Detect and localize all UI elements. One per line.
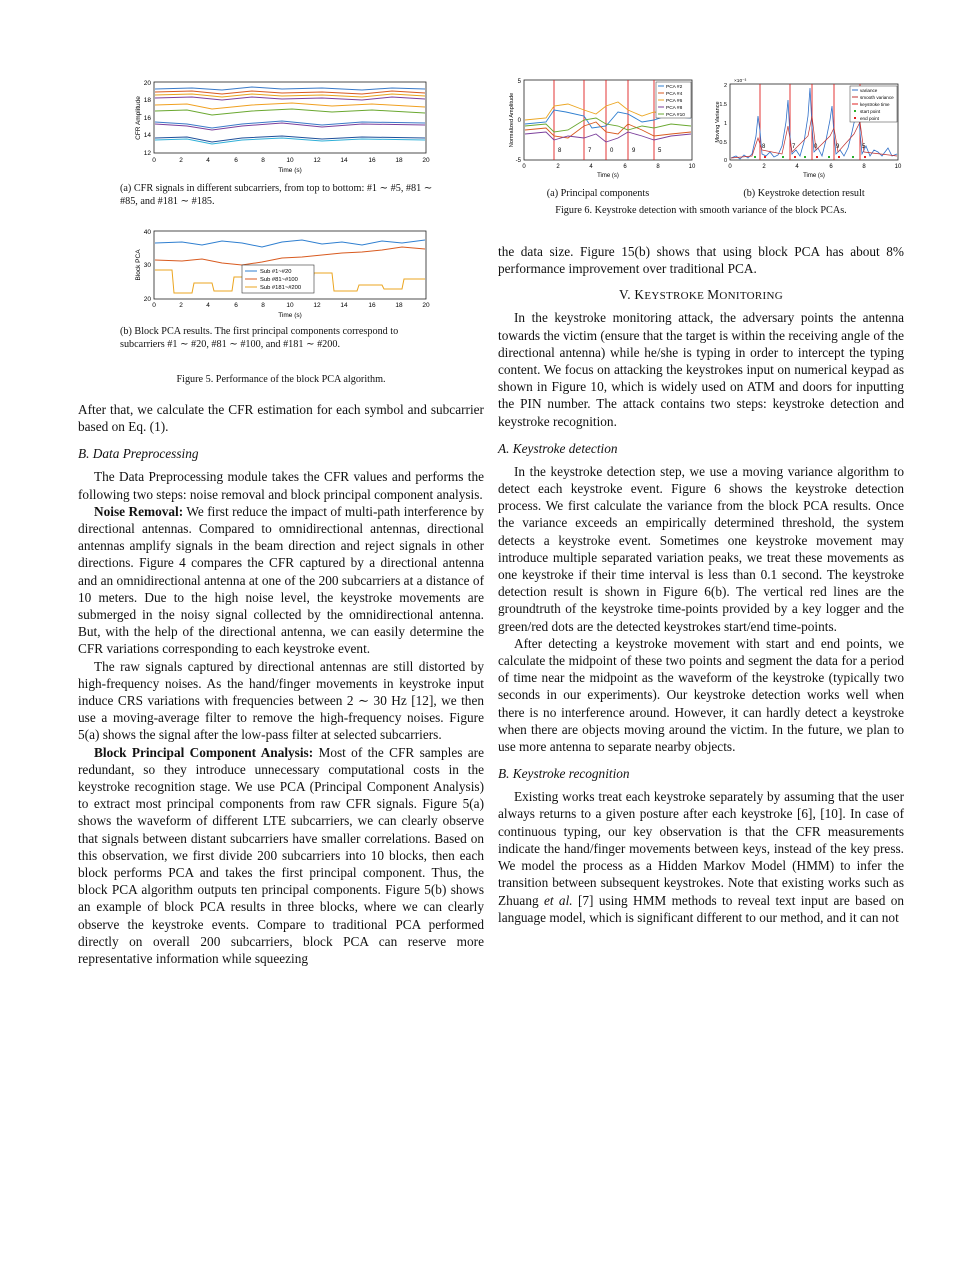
figure-5a-caption: (a) CFR signals in different subcarriers, from top to bottom: #1 ∼ #5, #81 ∼ #85, and #181 ∼ #185. <box>120 183 433 207</box>
y-axis-label: Block PCA <box>135 249 142 281</box>
digit-label: 8 <box>762 144 766 150</box>
figure-6b-plot <box>712 76 902 182</box>
figure-5b-legend <box>242 265 314 293</box>
figure-6a-caption: (a) Principal components <box>546 188 650 199</box>
x-tick: 10 <box>894 164 902 170</box>
figure-5b-caption: (b) Block PCA results. The first principal components correspond to subcarriers #1 ∼ #20, #81 ∼ #100, and #181 ∼ #200. <box>120 326 399 350</box>
x-tick: 0 <box>152 302 156 309</box>
y-tick: 0 <box>723 158 727 164</box>
paragraph-title: Noise Removal: <box>94 503 184 519</box>
y-tick: 20 <box>143 296 151 303</box>
y-tick: 1 <box>723 121 727 127</box>
y-tick: 20 <box>143 80 151 87</box>
x-axis-label: Time (s) <box>278 312 302 319</box>
figure-6b-legend <box>850 86 897 122</box>
y-tick: 1.5 <box>719 102 727 108</box>
y-tick: 40 <box>143 229 151 236</box>
x-tick: 8 <box>261 157 265 164</box>
x-tick: 4 <box>206 302 210 309</box>
y-axis-label: Normalized Amplitude <box>509 92 515 148</box>
legend-entry: Sub #81~#100 <box>260 277 298 283</box>
x-tick: 6 <box>234 302 238 309</box>
figure-5a-plot <box>132 78 432 178</box>
paragraph-title: Block Principal Component Analysis: <box>94 744 314 760</box>
y-tick: 14 <box>143 132 151 139</box>
paragraph: In the keystroke detection step, we use a moving variance algorithm to detect each keystroke event. Figure 6 shows the keystroke detection process. We first calculate the variance from the block PCA results. Once the variance exceeds an empirically determined threshold, the system detects a keystroke event. Sometimes one keystroke movement may introduce multiple separated variation peaks, we treat these movements as one keystroke if their time interval is less than 0.1 second. The keystroke detection result is shown in Figure 6(b). The vertical red lines are the groundtruth of the keystroke time-points provided by a key logger and the green/red dots are the detected keystrokes start/end time-points. <box>498 463 904 634</box>
x-tick: 8 <box>656 164 660 170</box>
x-tick: 4 <box>795 164 799 170</box>
x-axis-label: Time (s) <box>278 167 302 174</box>
paragraph <box>78 503 484 658</box>
figure-6a-legend <box>656 82 691 118</box>
x-tick: 20 <box>422 302 430 309</box>
x-axis-label: Time (s) <box>803 173 825 179</box>
paragraph: After that, we calculate the CFR estimation for each symbol and subcarrier based on Eq. (1). <box>78 402 484 435</box>
right-body <box>498 243 904 926</box>
x-tick: 6 <box>234 157 238 164</box>
x-tick: 2 <box>556 164 560 170</box>
x-tick: 18 <box>395 157 403 164</box>
subsection-heading: B. Data Preprocessing <box>78 446 199 462</box>
digit-label: 8 <box>558 148 562 154</box>
x-tick: 0 <box>728 164 732 170</box>
legend-entry: PCA #6 <box>666 99 683 104</box>
y-tick: 5 <box>517 79 521 85</box>
y-axis-label: CFR Amplitude <box>135 96 142 140</box>
axis-exponent: ×10⁻³ <box>734 79 747 84</box>
legend-entry: start point <box>860 109 881 114</box>
digit-label: 5 <box>658 148 662 154</box>
paragraph: The Data Preprocessing module takes the CFR values and performs the following two steps: noise removal and block principal component analysis. <box>78 469 484 502</box>
figure-6-caption: Figure 6. Keystroke detection with smooth variance of the block PCAs. <box>555 205 847 216</box>
legend-entry: PCA #4 <box>666 92 683 97</box>
legend-entry: variance <box>860 88 878 93</box>
y-tick: 12 <box>143 150 151 157</box>
x-tick: 14 <box>340 302 348 309</box>
x-tick: 2 <box>179 157 183 164</box>
x-tick: 0 <box>152 157 156 164</box>
digit-label: 5 <box>862 144 866 150</box>
x-tick: 10 <box>286 157 294 164</box>
subsection-heading: B. Keystroke recognition <box>498 766 630 782</box>
figure-6b-caption: (b) Keystroke detection result <box>743 188 865 199</box>
x-tick: 18 <box>395 302 403 309</box>
x-tick: 20 <box>422 157 430 164</box>
x-tick: 16 <box>368 157 376 164</box>
legend-entry: end point <box>860 116 879 121</box>
legend-entry: keystroke time <box>860 102 890 107</box>
x-tick: 6 <box>829 164 833 170</box>
paragraph: Existing works treat each keystroke separately by assuming that the user always returns to a given posture after each keystroke [6], [10]. In case of continuous typing, our key observation is that the CFR measurements indicate the hand/finger movements between keys, instead of the key press. We model the process as a Hidden Markov Model (HMM) to infer the transition between subsequent keystrokes. Note that existing works such as Zhuang et al. [7] using HMM methods to reveal text input are based on language model, which is significant different to our method, and it can not <box>498 789 905 925</box>
x-tick: 12 <box>313 157 321 164</box>
x-tick: 6 <box>623 164 627 170</box>
x-tick: 16 <box>368 302 376 309</box>
legend-entry: smooth variance <box>860 95 894 100</box>
x-tick: 0 <box>522 164 526 170</box>
digit-label: 0 <box>814 144 818 150</box>
paragraph: The raw signals captured by directional antennas are still distorted by high-frequency noises. As the hand/finger movements in keystroke input induce CRS variations with frequencies between 2 ∼ 30 Hz [12], we then use a moving-average filter to remove the high-frequency noises. Figure 5(a) shows the signal after the low-pass filter at selected subcarriers. <box>78 658 484 743</box>
x-axis-label: Time (s) <box>597 173 619 179</box>
y-tick: 30 <box>143 262 151 269</box>
legend-entry: PCA #8 <box>666 106 683 111</box>
y-tick: 0.5 <box>719 140 727 146</box>
paragraph: the data size. Figure 15(b) shows that using block PCA has about 8% performance improvement over traditional PCA. <box>498 244 904 277</box>
legend-entry: PCA #2 <box>666 85 683 90</box>
digit-label: 7 <box>588 148 592 154</box>
paragraph <box>78 744 484 968</box>
figure-5-caption: Figure 5. Performance of the block PCA algorithm. <box>176 374 386 385</box>
left-body <box>78 401 484 967</box>
section-heading: V. KEYSTROKE MONITORING <box>619 287 783 303</box>
digit-label: 0 <box>610 148 614 154</box>
x-tick: 2 <box>762 164 766 170</box>
x-tick: 12 <box>313 302 321 309</box>
y-tick: 16 <box>143 115 151 122</box>
legend-entry: Sub #1~#20 <box>260 269 292 275</box>
x-tick: 4 <box>589 164 593 170</box>
x-tick: 10 <box>688 164 696 170</box>
paragraph: After detecting a keystroke movement with start and end points, we calculate the midpoint of these two points and segment the data for a period of time near the midpoint as the waveform of the keystroke (typically two seconds in our experiments). Our keystroke detection works well when there is no interference around. However, it can hardly detect a keystroke when there are objects moving around the victim. In the future, we plan to use more antenna to separate nearby objects. <box>498 635 904 755</box>
x-tick: 10 <box>286 302 294 309</box>
x-tick: 4 <box>206 157 210 164</box>
figure-6a-plot <box>506 76 696 182</box>
paragraph-text: Most of the CFR samples are redundant, so they introduce unnecessary computational costs in the keystroke recognition stage. We use PCA (Principal Component Analysis) to extract most principal components from raw CFR signals. Figure 5(a) shows the waveform of different LTE subcarriers, we can clearly observe that signals between distant subcarriers have smaller correlations. Based on this observation, we first divide 200 subcarriers into 10 blocks, then each block performs PCA and takes the first principal component. Thus, the block PCA algorithm outputs ten principal components. Figure 5(b) shows an example of block PCA results in three blocks, where we can clearly observe the keystroke events. Compare to traditional PCA performed directly on overall 200 subcarriers, block PCA can reserve more representative information while squeezing <box>78 744 485 967</box>
digit-label: 9 <box>836 144 840 150</box>
y-axis-label: Moving Variance <box>715 101 721 143</box>
y-tick: 18 <box>143 97 151 104</box>
x-tick: 8 <box>862 164 866 170</box>
x-tick: 14 <box>340 157 348 164</box>
digit-label: 7 <box>792 144 796 150</box>
x-tick: 8 <box>261 302 265 309</box>
figure-5b-plot <box>132 225 432 321</box>
x-tick: 2 <box>179 302 183 309</box>
y-tick: 2 <box>723 83 727 89</box>
y-tick: 0 <box>517 118 521 124</box>
paragraph: In the keystroke monitoring attack, the adversary points the antenna towards the victim (ensure that the target is within the receiving angle of the directional antenna) while he/she is typing in order to intercept the typing content. We focus on attacking the keystrokes input on numerical keypad as shown in Figure 10, which is widely used on ATM and doors for inputting the PIN number. The attack contains two steps: keystroke detection and keystroke recognition. <box>498 310 904 429</box>
legend-entry: Sub #181~#200 <box>260 285 302 291</box>
subsection-heading: A. Keystroke detection <box>498 440 618 456</box>
legend-entry: PCA #10 <box>666 113 685 118</box>
y-tick: -5 <box>515 158 521 164</box>
paragraph-text: We first reduce the impact of multi-path interference by directional antennas. Compared to omnidirectional antennas, directional antennas amplify signals in the beam direction and reject signals in other directions. Figure 4 compares the CFR captured by a directional antenna and an omnidirectional antenna at one of the 200 subcarriers at a distance of 10 meters. Due to the high noise level, the keystroke movements are submerged in the noisy signal collected by the omnidirectional antenna. But, with the help of the directional antenna, we can easily determine the CFR variations corresponding to each keystroke event. <box>78 503 484 657</box>
digit-label: 9 <box>632 148 636 154</box>
